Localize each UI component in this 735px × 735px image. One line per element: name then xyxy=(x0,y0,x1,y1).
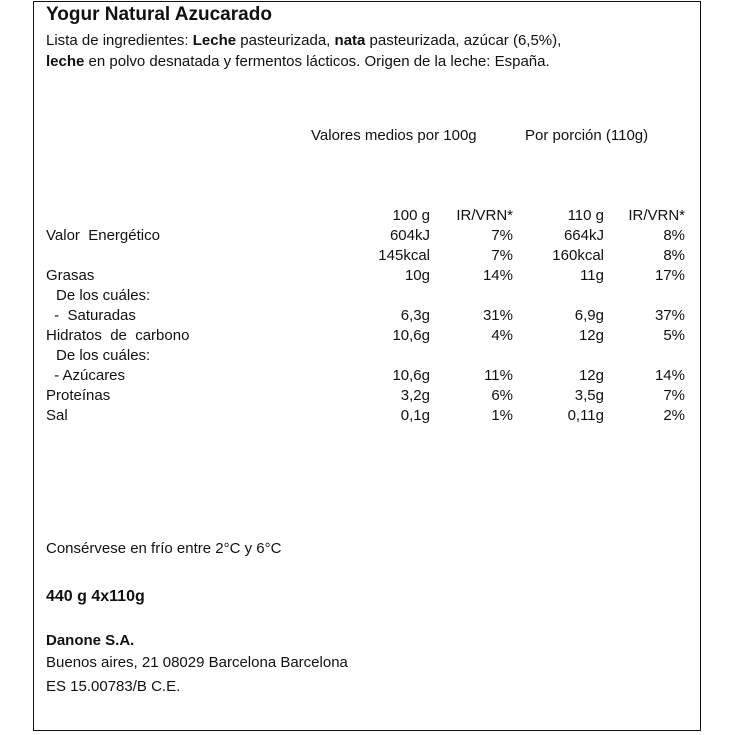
ingredient-text: leche xyxy=(46,53,85,70)
nutrient-label: Grasas xyxy=(46,267,95,284)
nutrient-label: Valor Energético xyxy=(46,227,160,244)
value-100g: 0,1g xyxy=(400,407,430,424)
net-weight: 440 g 4x110g xyxy=(46,588,145,605)
ir-vrn-100g: 1% xyxy=(491,407,513,424)
value-110g: 11g xyxy=(580,267,604,284)
value-100g: 10g xyxy=(404,267,430,284)
nutrient-label: De los cuáles: xyxy=(56,287,151,304)
column-header-100g: 100 g xyxy=(392,207,430,224)
header-per-100g: Valores medios por 100g xyxy=(311,127,477,144)
ingredient-text: en polvo desnatada y fermentos lácticos. Origen de la leche: España. xyxy=(84,53,550,70)
value-100g: 604kJ xyxy=(389,227,430,244)
nutrient-label: Sal xyxy=(46,407,68,424)
value-100g: 145kcal xyxy=(378,247,430,264)
value-100g: 3,2g xyxy=(400,387,430,404)
ir-vrn-100g: 31% xyxy=(482,307,513,324)
ir-vrn-100g: 7% xyxy=(491,247,513,264)
ir-vrn-110g: 8% xyxy=(663,247,685,264)
ir-vrn-110g: 8% xyxy=(663,227,685,244)
ingredients-line-2 xyxy=(46,51,550,72)
nutrient-label: Proteínas xyxy=(46,387,111,404)
company-address: Buenos aires, 21 08029 Barcelona Barcelona xyxy=(46,654,348,671)
nutrient-label: De los cuáles: xyxy=(56,347,151,364)
nutrient-label: - Saturadas xyxy=(50,307,136,324)
ir-vrn-110g: 2% xyxy=(663,407,685,424)
value-110g: 12g xyxy=(578,327,604,344)
value-110g: 0,11g xyxy=(567,407,604,424)
nutrient-label: - Azúcares xyxy=(50,367,126,384)
value-100g: 6,3g xyxy=(400,307,430,324)
ir-vrn-110g: 14% xyxy=(654,367,685,384)
company-registry: ES 15.00783/B C.E. xyxy=(46,678,181,695)
value-110g: 3,5g xyxy=(574,387,604,404)
company-name: Danone S.A. xyxy=(46,632,135,649)
ir-vrn-100g: 7% xyxy=(491,227,513,244)
column-header-110g: 110 g xyxy=(567,207,604,224)
value-110g: 6,9g xyxy=(574,307,604,324)
nutrient-label: Hidratos de carbono xyxy=(46,327,190,344)
value-110g: 160kcal xyxy=(552,247,604,264)
ir-vrn-110g: 37% xyxy=(654,307,685,324)
ir-vrn-110g: 7% xyxy=(663,387,685,404)
ingredient-text: Leche xyxy=(192,32,237,49)
storage-instructions: Consérvese en frío entre 2°C y 6°C xyxy=(46,540,282,557)
header-per-portion: Por porción (110g) xyxy=(525,127,649,144)
ingredient-text: pasteurizada, xyxy=(236,32,335,49)
ingredients-line-1 xyxy=(46,30,561,51)
ir-vrn-100g: 6% xyxy=(491,387,513,404)
ingredients-label: Lista de ingredientes: xyxy=(46,32,193,49)
ir-vrn-110g: 17% xyxy=(654,267,685,284)
value-110g: 12g xyxy=(578,367,604,384)
ir-vrn-100g: 14% xyxy=(482,267,513,284)
ir-vrn-100g: 4% xyxy=(491,327,513,344)
ingredient-text: pasteurizada, azúcar (6,5%), xyxy=(365,32,562,49)
product-title: Yogur Natural Azucarado xyxy=(46,4,272,25)
ingredient-text: nata xyxy=(334,32,366,49)
column-header-ir-1: IR/VRN* xyxy=(456,207,513,224)
ir-vrn-100g: 11% xyxy=(484,367,513,384)
value-100g: 10,6g xyxy=(392,367,430,384)
column-header-ir-2: IR/VRN* xyxy=(628,207,685,224)
value-100g: 10,6g xyxy=(392,327,430,344)
value-110g: 664kJ xyxy=(563,227,604,244)
ir-vrn-110g: 5% xyxy=(663,327,685,344)
